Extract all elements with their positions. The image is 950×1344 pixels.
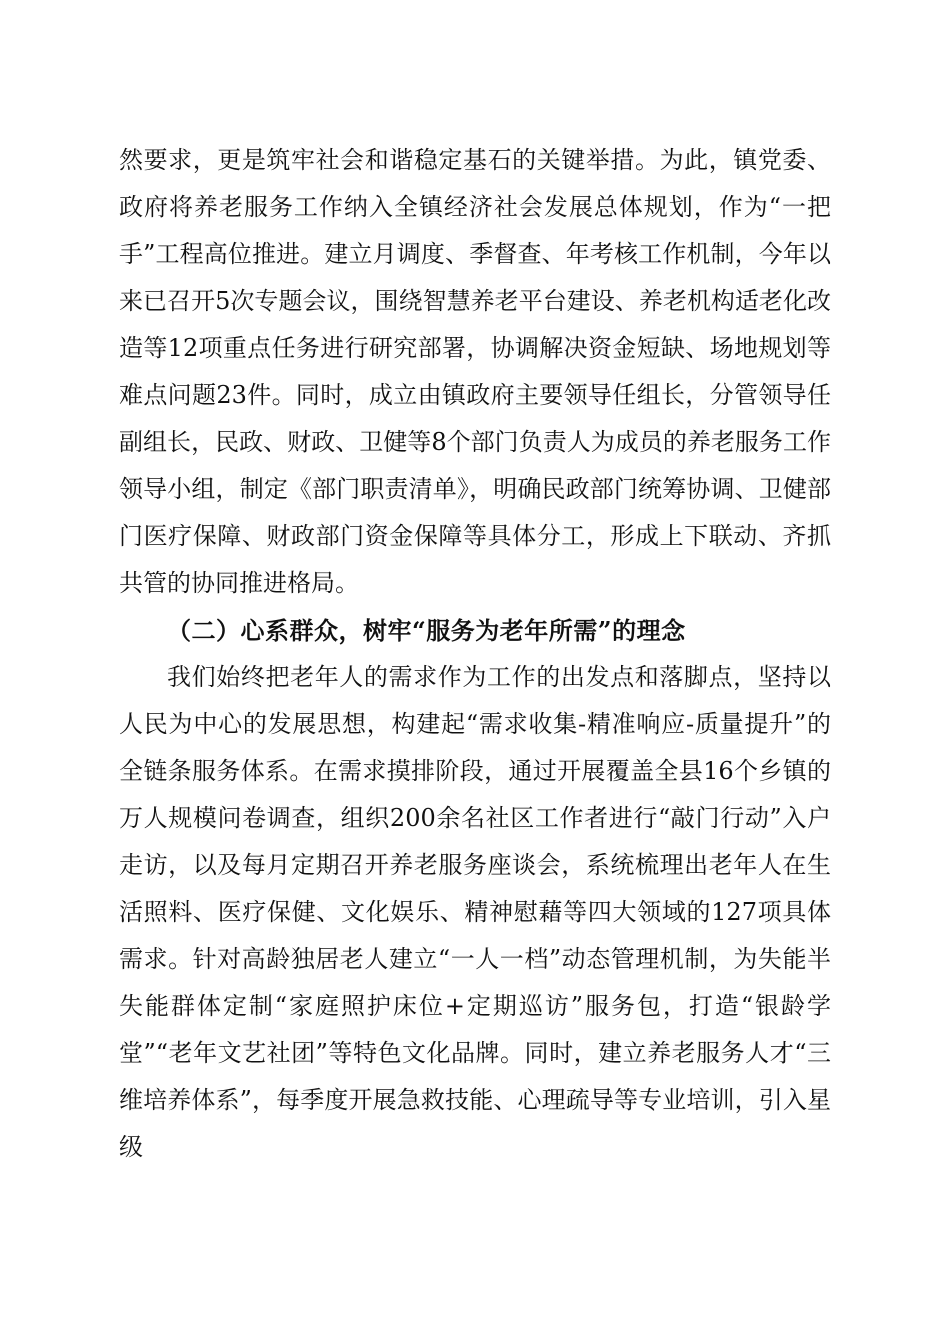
section-heading: （二）心系群众，树牢“服务为老年所需”的理念 bbox=[167, 616, 686, 645]
paragraph: 我们始终把老年人的需求作为工作的出发点和落脚点，坚持以人民为中心的发展思想，构建起“需求收集-精准响应-质量提升”的全链条服务体系。在需求摸排阶段，通过开展覆盖全县16个乡镇的万人规模问卷调查，组织200余名社区工作者进行“敲门行动”入户走访，以及每月定期召开养老服务座谈会，系统梳理出老年人在生活照料、医疗保健、文化娱乐、精神慰藉等四大领域的127项具体需求。针对高龄独居老人建立“一人一档”动态管理机制，为失能半失能群体定制“家庭照护床位+定期巡访”服务包，打造“银龄学堂”“老年文艺社团”等特色文化品牌。同时，建立养老服务人才“三维培养体系”，每季度开展急救技能、心理疏导等专业培训，引入星级 bbox=[119, 663, 831, 1161]
paragraph-continued: 然要求，更是筑牢社会和谐稳定基石的关键举措。为此，镇党委、政府将养老服务工作纳入全镇经济社会发展总体规划，作为“一把手”工程高位推进。建立月调度、季督查、年考核工作机制，今年以来已召开5次专题会议，围绕智慧养老平台建设、养老机构适老化改造等12项重点任务进行研究部署，协调解决资金短缺、场地规划等难点问题23件。同时，成立由镇政府主要领导任组长，分管领导任副组长，民政、财政、卫健等8个部门负责人为成员的养老服务工作领导小组，制定《部门职责清单》，明确民政部门统筹协调、卫健部门医疗保障、财政部门资金保障等具体分工，形成上下联动、齐抓共管的协同推进格局。 bbox=[119, 146, 831, 597]
document-body bbox=[119, 137, 831, 1171]
